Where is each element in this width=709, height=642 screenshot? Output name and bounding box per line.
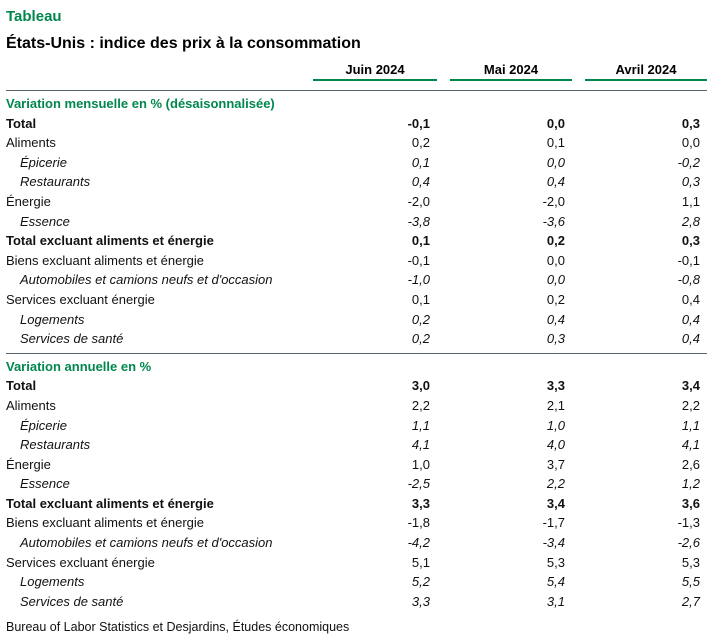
value-cell: 3,6 [681, 495, 700, 511]
value-cell: 0,2 [411, 135, 430, 151]
figure-label: Tableau [6, 8, 62, 25]
row-label: Services de santé [20, 593, 124, 609]
value-cell: -2,5 [407, 476, 430, 492]
value-cell: 3,7 [546, 456, 565, 472]
value-cell: 0,4 [681, 311, 700, 327]
row-label: Total excluant aliments et énergie [6, 233, 214, 249]
table-row [6, 416, 707, 436]
table-row [6, 172, 707, 192]
table-row [6, 553, 707, 573]
table-row [6, 396, 707, 416]
value-cell: 2,7 [681, 593, 700, 609]
row-label: Énergie [6, 456, 51, 472]
table-row [6, 251, 707, 271]
value-cell: -2,0 [407, 193, 430, 209]
value-cell: 0,0 [546, 154, 565, 170]
row-label: Énergie [6, 193, 51, 209]
value-cell: 1,2 [681, 476, 700, 492]
value-cell: 3,3 [411, 593, 430, 609]
value-cell: -2,6 [677, 535, 700, 551]
value-cell: 0,4 [546, 311, 565, 327]
value-cell: 2,6 [681, 456, 700, 472]
value-cell: -2,0 [542, 193, 565, 209]
row-label: Biens excluant aliments et énergie [6, 515, 205, 531]
row-label: Automobiles et camions neufs et d'occasion [20, 272, 273, 288]
value-cell: 0,3 [681, 115, 700, 131]
value-cell: 5,3 [546, 554, 565, 570]
row-label: Épicerie [20, 417, 67, 433]
value-cell: 4,0 [546, 437, 565, 453]
value-cell: -1,7 [542, 515, 565, 531]
row-label: Total [6, 378, 37, 394]
section-header: Variation mensuelle en % (désaisonnalisée) [6, 96, 275, 111]
value-cell: 2,2 [411, 397, 430, 413]
value-cell: 4,1 [681, 437, 700, 453]
row-label: Services de santé [20, 331, 124, 347]
table-row [6, 212, 707, 232]
value-cell: 5,4 [546, 574, 565, 590]
value-cell: 3,0 [411, 378, 430, 394]
value-cell: 2,2 [546, 476, 565, 492]
value-cell: 2,2 [681, 397, 700, 413]
table-row [6, 513, 707, 533]
value-cell: 0,0 [546, 272, 565, 288]
value-cell: -1,3 [677, 515, 700, 531]
value-cell: 0,1 [411, 291, 430, 307]
value-cell: 0,4 [546, 174, 565, 190]
row-label: Total excluant aliments et énergie [6, 495, 214, 511]
value-cell: 0,2 [411, 331, 430, 347]
value-cell: 0,0 [546, 115, 565, 131]
row-label: Total [6, 115, 37, 131]
value-cell: 3,3 [411, 495, 430, 511]
row-label: Épicerie [20, 154, 67, 170]
value-cell: 0,2 [546, 233, 565, 249]
value-cell: -3,8 [407, 213, 430, 229]
value-cell: 0,3 [681, 174, 700, 190]
value-cell: -1,0 [407, 272, 430, 288]
value-cell: 1,1 [411, 417, 430, 433]
table-row [6, 376, 707, 396]
row-label: Automobiles et camions neufs et d'occasion [20, 535, 273, 551]
row-label: Aliments [6, 135, 56, 151]
value-cell: -0,1 [677, 252, 700, 268]
value-cell: 0,2 [411, 311, 430, 327]
value-cell: -3,4 [542, 535, 565, 551]
value-cell: 0,4 [681, 291, 700, 307]
value-cell: -3,6 [542, 213, 565, 229]
value-cell: 0,0 [546, 252, 565, 268]
value-cell: 0,1 [411, 154, 430, 170]
row-label: Logements [20, 574, 85, 590]
table-row [6, 153, 707, 173]
section-divider [6, 90, 707, 91]
value-cell: 2,1 [546, 397, 565, 413]
table-row [6, 494, 707, 514]
column-header: Juin 2024 [313, 61, 437, 81]
table-row [6, 329, 707, 349]
value-cell: -0,2 [677, 154, 700, 170]
table-row [6, 455, 707, 475]
table-row [6, 231, 707, 251]
value-cell: 1,0 [546, 417, 565, 433]
row-label: Restaurants [20, 437, 91, 453]
column-header-row [6, 61, 707, 81]
row-label: Services excluant énergie [6, 291, 155, 307]
source-note: Bureau of Labor Statistics et Desjardins, Études économiques [6, 620, 350, 635]
value-cell: 0,3 [546, 331, 565, 347]
column-header: Mai 2024 [450, 61, 572, 81]
table-row [6, 133, 707, 153]
value-cell: 0,0 [681, 135, 700, 151]
value-cell: 1,1 [681, 417, 700, 433]
section-divider [6, 353, 707, 354]
value-cell: 1,1 [681, 193, 700, 209]
value-cell: 0,4 [411, 174, 430, 190]
table-row [6, 533, 707, 553]
value-cell: 5,1 [411, 554, 430, 570]
section-header: Variation annuelle en % [6, 358, 152, 374]
row-label: Biens excluant aliments et énergie [6, 252, 205, 268]
table-body [6, 90, 707, 611]
row-label: Services excluant énergie [6, 554, 155, 570]
value-cell: 3,4 [681, 378, 700, 394]
value-cell: 5,3 [681, 554, 700, 570]
table-row [6, 435, 707, 455]
value-cell: 3,1 [546, 593, 565, 609]
value-cell: 1,0 [411, 456, 430, 472]
value-cell: -1,8 [407, 515, 430, 531]
value-cell: 0,1 [546, 135, 565, 151]
table-row [6, 192, 707, 212]
table-row [6, 572, 707, 592]
row-label: Essence [20, 213, 70, 229]
row-label: Aliments [6, 397, 56, 413]
value-cell: -0,1 [407, 115, 430, 131]
value-cell: -4,2 [407, 535, 430, 551]
value-cell: 5,5 [681, 574, 700, 590]
table-title: États-Unis : indice des prix à la consommation [6, 35, 361, 52]
value-cell: 0,4 [681, 331, 700, 347]
table-row [6, 592, 707, 612]
value-cell: 3,4 [546, 495, 565, 511]
table-row [6, 310, 707, 330]
table-row [6, 290, 707, 310]
row-label: Restaurants [20, 174, 91, 190]
value-cell: 4,1 [411, 437, 430, 453]
value-cell: 0,2 [546, 291, 565, 307]
row-label: Logements [20, 311, 85, 327]
value-cell: 2,8 [681, 213, 700, 229]
column-header: Avril 2024 [585, 61, 707, 81]
row-label: Essence [20, 476, 70, 492]
table-row [6, 270, 707, 290]
value-cell: 0,1 [411, 233, 430, 249]
value-cell: -0,8 [677, 272, 700, 288]
value-cell: 3,3 [546, 378, 565, 394]
value-cell: 5,2 [411, 574, 430, 590]
value-cell: 0,3 [681, 233, 700, 249]
table-row [6, 474, 707, 494]
value-cell: -0,1 [407, 252, 430, 268]
table-row [6, 114, 707, 134]
